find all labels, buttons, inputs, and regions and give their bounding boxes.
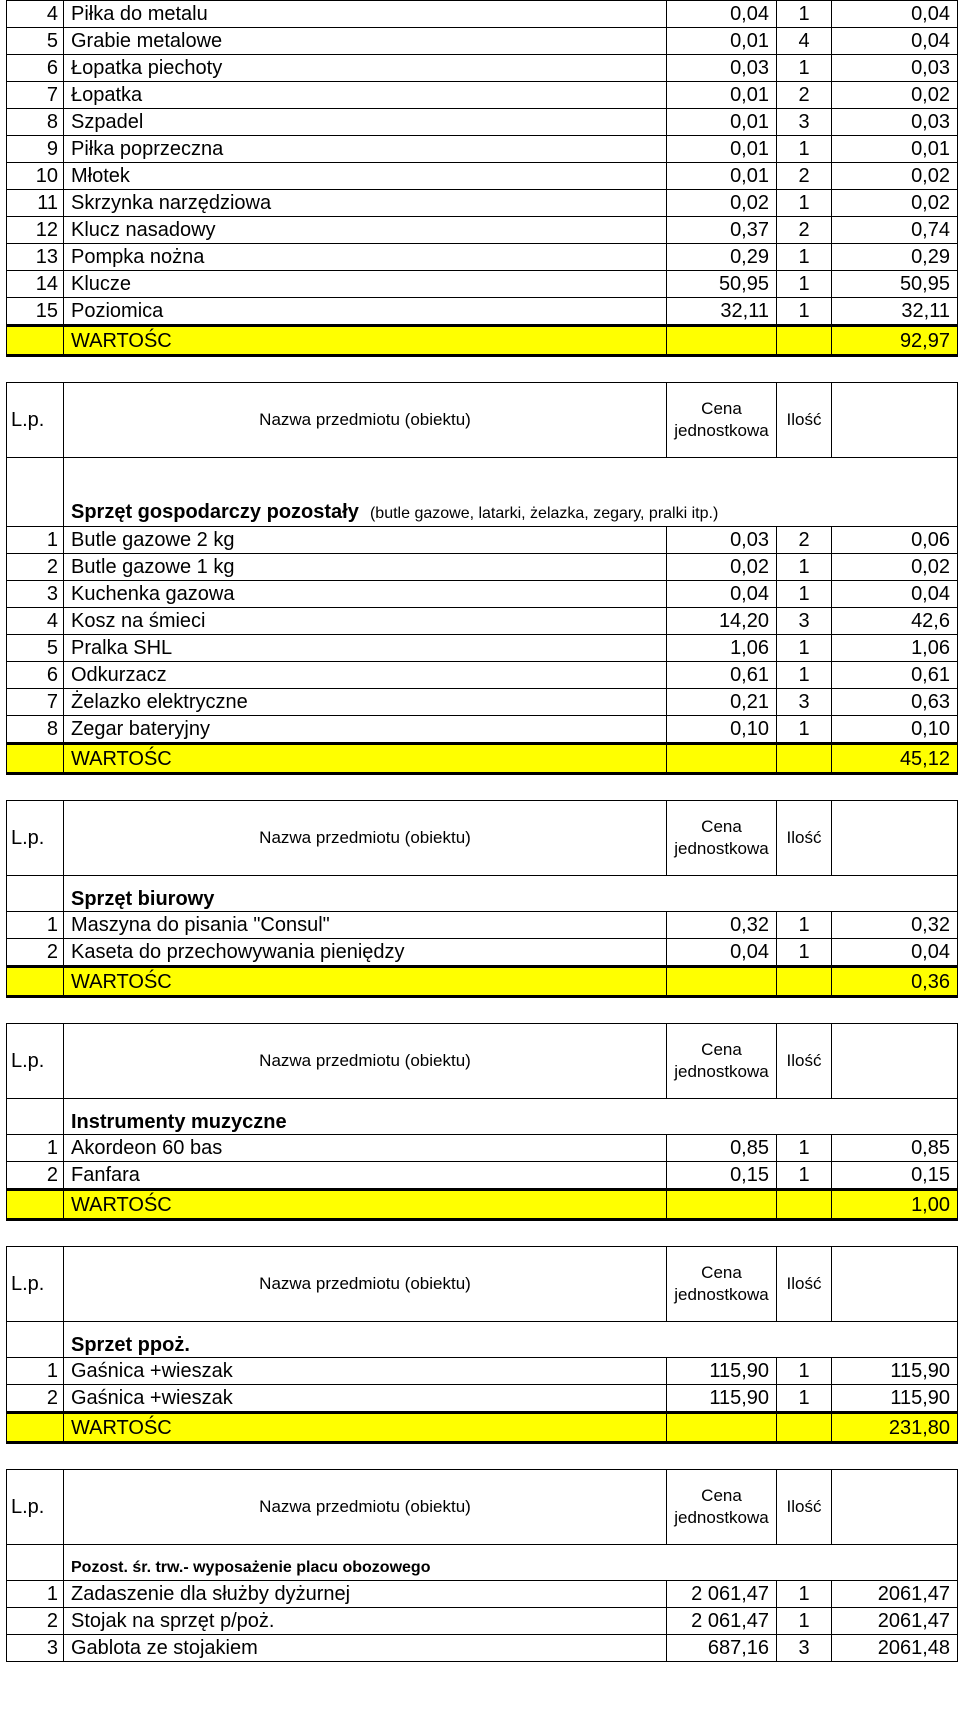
row-number: 3 xyxy=(7,581,64,608)
header-price-line1: Cena xyxy=(701,1263,742,1282)
table-row xyxy=(7,82,958,109)
item-value: 50,95 xyxy=(832,271,958,298)
header-value xyxy=(832,1024,958,1099)
table-row xyxy=(7,939,958,967)
quantity: 3 xyxy=(777,608,832,635)
total-label: WARTOŚC xyxy=(64,967,667,997)
table-row xyxy=(7,608,958,635)
unit-price: 0,03 xyxy=(667,527,777,554)
item-name: Stojak na sprzęt p/poż. xyxy=(64,1608,667,1635)
quantity: 3 xyxy=(777,689,832,716)
total-lp-cell xyxy=(7,1413,64,1443)
header-qty: Ilość xyxy=(777,383,832,458)
item-name: Kaseta do przechowywania pieniędzy xyxy=(64,939,667,967)
row-number: 5 xyxy=(7,635,64,662)
item-value: 2061,48 xyxy=(832,1635,958,1662)
item-name: Klucz nasadowy xyxy=(64,217,667,244)
total-value: 231,80 xyxy=(832,1413,958,1443)
inventory-table xyxy=(6,0,958,357)
row-number: 1 xyxy=(7,527,64,554)
unit-price: 0,21 xyxy=(667,689,777,716)
item-value: 0,04 xyxy=(832,581,958,608)
table-row xyxy=(7,217,958,244)
total-label: WARTOŚC xyxy=(64,1190,667,1220)
total-empty-cell xyxy=(777,326,832,356)
inventory-table xyxy=(6,1469,958,1662)
unit-price: 2 061,47 xyxy=(667,1608,777,1635)
table-row xyxy=(7,1162,958,1190)
row-number: 13 xyxy=(7,244,64,271)
table-row xyxy=(7,1135,958,1162)
table-row xyxy=(7,109,958,136)
unit-price: 1,06 xyxy=(667,635,777,662)
item-value: 0,61 xyxy=(832,662,958,689)
table-row xyxy=(7,298,958,326)
category-cell xyxy=(64,1322,958,1358)
category-lp-cell xyxy=(7,458,64,527)
unit-price: 0,04 xyxy=(667,1,777,28)
unit-price: 0,32 xyxy=(667,912,777,939)
item-value: 0,03 xyxy=(832,109,958,136)
unit-price: 0,02 xyxy=(667,190,777,217)
category-row xyxy=(7,1099,958,1135)
inventory-table xyxy=(6,1023,958,1221)
item-value: 0,04 xyxy=(832,1,958,28)
unit-price: 0,61 xyxy=(667,662,777,689)
header-lp: L.p. xyxy=(7,1024,64,1099)
total-lp-cell xyxy=(7,326,64,356)
quantity: 1 xyxy=(777,581,832,608)
item-name: Gaśnica +wieszak xyxy=(64,1385,667,1413)
header-name: Nazwa przedmiotu (obiektu) xyxy=(64,1247,667,1322)
item-name: Butle gazowe 2 kg xyxy=(64,527,667,554)
table-row xyxy=(7,244,958,271)
category-row xyxy=(7,1545,958,1581)
header-row xyxy=(7,801,958,876)
table-row xyxy=(7,662,958,689)
unit-price: 0,01 xyxy=(667,28,777,55)
item-name: Skrzynka narzędziowa xyxy=(64,190,667,217)
item-value: 0,85 xyxy=(832,1135,958,1162)
row-number: 2 xyxy=(7,1385,64,1413)
table-row xyxy=(7,1358,958,1385)
item-name: Klucze xyxy=(64,271,667,298)
item-name: Piłka poprzeczna xyxy=(64,136,667,163)
quantity: 2 xyxy=(777,217,832,244)
row-number: 1 xyxy=(7,1135,64,1162)
quantity: 1 xyxy=(777,1162,832,1190)
category-title: Pozost. śr. trw.- wyposażenie placu obozowego xyxy=(71,1559,431,1576)
table-row xyxy=(7,1635,958,1662)
table-row xyxy=(7,527,958,554)
row-number: 7 xyxy=(7,82,64,109)
header-price-line2: jednostkowa xyxy=(674,1285,769,1304)
item-name: Fanfara xyxy=(64,1162,667,1190)
item-name: Piłka do metalu xyxy=(64,1,667,28)
category-title: Sprzet ppoż. xyxy=(71,1334,190,1356)
quantity: 1 xyxy=(777,635,832,662)
unit-price: 687,16 xyxy=(667,1635,777,1662)
item-value: 1,06 xyxy=(832,635,958,662)
header-price-line1: Cena xyxy=(701,1040,742,1059)
quantity: 1 xyxy=(777,244,832,271)
unit-price: 0,02 xyxy=(667,554,777,581)
total-empty-cell xyxy=(777,744,832,774)
item-name: Butle gazowe 1 kg xyxy=(64,554,667,581)
unit-price: 14,20 xyxy=(667,608,777,635)
total-row xyxy=(7,744,958,774)
quantity: 3 xyxy=(777,109,832,136)
quantity: 1 xyxy=(777,912,832,939)
item-name: Kosz na śmieci xyxy=(64,608,667,635)
quantity: 1 xyxy=(777,554,832,581)
header-lp: L.p. xyxy=(7,1470,64,1545)
item-value: 0,10 xyxy=(832,716,958,744)
table-row xyxy=(7,271,958,298)
unit-price: 0,10 xyxy=(667,716,777,744)
header-lp: L.p. xyxy=(7,801,64,876)
item-value: 2061,47 xyxy=(832,1608,958,1635)
category-lp-cell xyxy=(7,1099,64,1135)
item-value: 0,32 xyxy=(832,912,958,939)
unit-price: 0,01 xyxy=(667,109,777,136)
category-cell xyxy=(64,1545,958,1581)
row-number: 15 xyxy=(7,298,64,326)
item-value: 0,02 xyxy=(832,163,958,190)
item-name: Odkurzacz xyxy=(64,662,667,689)
item-name: Pralka SHL xyxy=(64,635,667,662)
item-name: Pompka nożna xyxy=(64,244,667,271)
quantity: 1 xyxy=(777,1,832,28)
unit-price: 0,03 xyxy=(667,55,777,82)
total-label: WARTOŚC xyxy=(64,744,667,774)
inventory-table xyxy=(6,382,958,775)
item-name: Łopatka piechoty xyxy=(64,55,667,82)
table-row xyxy=(7,1385,958,1413)
header-value xyxy=(832,383,958,458)
total-empty-cell xyxy=(667,967,777,997)
item-name: Poziomica xyxy=(64,298,667,326)
category-row xyxy=(7,1322,958,1358)
item-value: 0,04 xyxy=(832,939,958,967)
category-cell xyxy=(64,876,958,912)
unit-price: 0,04 xyxy=(667,939,777,967)
header-name: Nazwa przedmiotu (obiektu) xyxy=(64,1024,667,1099)
header-price xyxy=(667,1024,777,1099)
unit-price: 0,01 xyxy=(667,82,777,109)
item-name: Akordeon 60 bas xyxy=(64,1135,667,1162)
unit-price: 0,01 xyxy=(667,136,777,163)
item-value: 42,6 xyxy=(832,608,958,635)
row-number: 2 xyxy=(7,1162,64,1190)
category-row xyxy=(7,876,958,912)
header-row xyxy=(7,383,958,458)
item-value: 115,90 xyxy=(832,1385,958,1413)
item-name: Żelazko elektryczne xyxy=(64,689,667,716)
header-price xyxy=(667,1247,777,1322)
quantity: 1 xyxy=(777,1608,832,1635)
item-value: 0,74 xyxy=(832,217,958,244)
section-gap xyxy=(0,1221,960,1246)
unit-price: 0,29 xyxy=(667,244,777,271)
unit-price: 0,15 xyxy=(667,1162,777,1190)
item-value: 0,63 xyxy=(832,689,958,716)
category-cell xyxy=(64,1099,958,1135)
quantity: 2 xyxy=(777,163,832,190)
item-value: 0,01 xyxy=(832,136,958,163)
header-row xyxy=(7,1247,958,1322)
item-name: Łopatka xyxy=(64,82,667,109)
total-empty-cell xyxy=(667,326,777,356)
unit-price: 50,95 xyxy=(667,271,777,298)
total-label: WARTOŚC xyxy=(64,1413,667,1443)
total-label: WARTOŚC xyxy=(64,326,667,356)
total-empty-cell xyxy=(667,1413,777,1443)
row-number: 8 xyxy=(7,716,64,744)
quantity: 1 xyxy=(777,55,832,82)
item-name: Gablota ze stojakiem xyxy=(64,1635,667,1662)
total-value: 92,97 xyxy=(832,326,958,356)
category-lp-cell xyxy=(7,1322,64,1358)
item-value: 0,06 xyxy=(832,527,958,554)
item-name: Maszyna do pisania "Consul" xyxy=(64,912,667,939)
total-row xyxy=(7,326,958,356)
table-row xyxy=(7,1581,958,1608)
item-value: 0,29 xyxy=(832,244,958,271)
row-number: 8 xyxy=(7,109,64,136)
quantity: 1 xyxy=(777,662,832,689)
total-empty-cell xyxy=(667,1190,777,1220)
header-row xyxy=(7,1470,958,1545)
item-value: 0,02 xyxy=(832,82,958,109)
header-lp: L.p. xyxy=(7,1247,64,1322)
header-price-line1: Cena xyxy=(701,1486,742,1505)
quantity: 1 xyxy=(777,716,832,744)
table-row xyxy=(7,554,958,581)
header-qty: Ilość xyxy=(777,1470,832,1545)
quantity: 1 xyxy=(777,1385,832,1413)
item-value: 0,02 xyxy=(832,190,958,217)
header-price-line2: jednostkowa xyxy=(674,1062,769,1081)
item-value: 0,03 xyxy=(832,55,958,82)
row-number: 4 xyxy=(7,1,64,28)
total-row xyxy=(7,967,958,997)
category-note: (butle gazowe, latarki, żelazka, zegary, pralki itp.) xyxy=(369,505,719,522)
table-row xyxy=(7,581,958,608)
header-qty: Ilość xyxy=(777,1024,832,1099)
quantity: 1 xyxy=(777,1358,832,1385)
header-value xyxy=(832,1247,958,1322)
item-value: 0,15 xyxy=(832,1162,958,1190)
table-row xyxy=(7,163,958,190)
row-number: 5 xyxy=(7,28,64,55)
row-number: 1 xyxy=(7,912,64,939)
row-number: 4 xyxy=(7,608,64,635)
item-value: 0,04 xyxy=(832,28,958,55)
header-value xyxy=(832,801,958,876)
table-row xyxy=(7,1,958,28)
item-value: 2061,47 xyxy=(832,1581,958,1608)
row-number: 1 xyxy=(7,1358,64,1385)
section-gap xyxy=(0,357,960,382)
total-empty-cell xyxy=(777,1190,832,1220)
table-row xyxy=(7,1608,958,1635)
quantity: 1 xyxy=(777,136,832,163)
total-empty-cell xyxy=(777,967,832,997)
header-value xyxy=(832,1470,958,1545)
row-number: 9 xyxy=(7,136,64,163)
item-name: Młotek xyxy=(64,163,667,190)
header-price xyxy=(667,383,777,458)
header-price-line1: Cena xyxy=(701,399,742,418)
header-price-line2: jednostkowa xyxy=(674,1508,769,1527)
row-number: 3 xyxy=(7,1635,64,1662)
table-row xyxy=(7,635,958,662)
quantity: 4 xyxy=(777,28,832,55)
total-row xyxy=(7,1190,958,1220)
header-price-line2: jednostkowa xyxy=(674,421,769,440)
table-row xyxy=(7,55,958,82)
header-price xyxy=(667,801,777,876)
item-value: 115,90 xyxy=(832,1358,958,1385)
item-name: Szpadel xyxy=(64,109,667,136)
row-number: 2 xyxy=(7,939,64,967)
total-empty-cell xyxy=(667,744,777,774)
quantity: 1 xyxy=(777,1135,832,1162)
total-value: 1,00 xyxy=(832,1190,958,1220)
header-name: Nazwa przedmiotu (obiektu) xyxy=(64,1470,667,1545)
item-name: Kuchenka gazowa xyxy=(64,581,667,608)
table-row xyxy=(7,136,958,163)
item-name: Gaśnica +wieszak xyxy=(64,1358,667,1385)
header-qty: Ilość xyxy=(777,1247,832,1322)
row-number: 1 xyxy=(7,1581,64,1608)
item-value: 0,02 xyxy=(832,554,958,581)
row-number: 2 xyxy=(7,1608,64,1635)
row-number: 6 xyxy=(7,662,64,689)
quantity: 2 xyxy=(777,82,832,109)
header-price-line1: Cena xyxy=(701,817,742,836)
unit-price: 0,37 xyxy=(667,217,777,244)
category-lp-cell xyxy=(7,1545,64,1581)
item-name: Zegar bateryjny xyxy=(64,716,667,744)
table-row xyxy=(7,716,958,744)
total-row xyxy=(7,1413,958,1443)
unit-price: 0,04 xyxy=(667,581,777,608)
unit-price: 0,85 xyxy=(667,1135,777,1162)
quantity: 3 xyxy=(777,1635,832,1662)
quantity: 1 xyxy=(777,190,832,217)
total-value: 0,36 xyxy=(832,967,958,997)
row-number: 2 xyxy=(7,554,64,581)
row-number: 10 xyxy=(7,163,64,190)
total-empty-cell xyxy=(777,1413,832,1443)
header-name: Nazwa przedmiotu (obiektu) xyxy=(64,383,667,458)
category-title: Sprzęt gospodarczy pozostały xyxy=(71,501,359,523)
category-row xyxy=(7,458,958,527)
row-number: 7 xyxy=(7,689,64,716)
quantity: 1 xyxy=(777,1581,832,1608)
quantity: 1 xyxy=(777,271,832,298)
inventory-table xyxy=(6,1246,958,1444)
unit-price: 32,11 xyxy=(667,298,777,326)
total-lp-cell xyxy=(7,967,64,997)
category-title: Instrumenty muzyczne xyxy=(71,1111,287,1133)
header-price xyxy=(667,1470,777,1545)
quantity: 1 xyxy=(777,939,832,967)
item-name: Zadaszenie dla służby dyżurnej xyxy=(64,1581,667,1608)
header-row xyxy=(7,1024,958,1099)
item-name: Grabie metalowe xyxy=(64,28,667,55)
row-number: 12 xyxy=(7,217,64,244)
unit-price: 2 061,47 xyxy=(667,1581,777,1608)
category-title: Sprzęt biurowy xyxy=(71,888,215,910)
table-row xyxy=(7,912,958,939)
table-row xyxy=(7,689,958,716)
total-value: 45,12 xyxy=(832,744,958,774)
total-lp-cell xyxy=(7,1190,64,1220)
unit-price: 115,90 xyxy=(667,1385,777,1413)
section-gap xyxy=(0,1444,960,1469)
unit-price: 0,01 xyxy=(667,163,777,190)
table-row xyxy=(7,28,958,55)
row-number: 6 xyxy=(7,55,64,82)
header-qty: Ilość xyxy=(777,801,832,876)
section-gap xyxy=(0,998,960,1023)
category-lp-cell xyxy=(7,876,64,912)
table-row xyxy=(7,190,958,217)
inventory-table xyxy=(6,800,958,998)
category-cell xyxy=(64,458,958,527)
item-value: 32,11 xyxy=(832,298,958,326)
header-name: Nazwa przedmiotu (obiektu) xyxy=(64,801,667,876)
header-lp: L.p. xyxy=(7,383,64,458)
unit-price: 115,90 xyxy=(667,1358,777,1385)
row-number: 14 xyxy=(7,271,64,298)
quantity: 1 xyxy=(777,298,832,326)
section-gap xyxy=(0,775,960,800)
header-price-line2: jednostkowa xyxy=(674,839,769,858)
total-lp-cell xyxy=(7,744,64,774)
row-number: 11 xyxy=(7,190,64,217)
quantity: 2 xyxy=(777,527,832,554)
